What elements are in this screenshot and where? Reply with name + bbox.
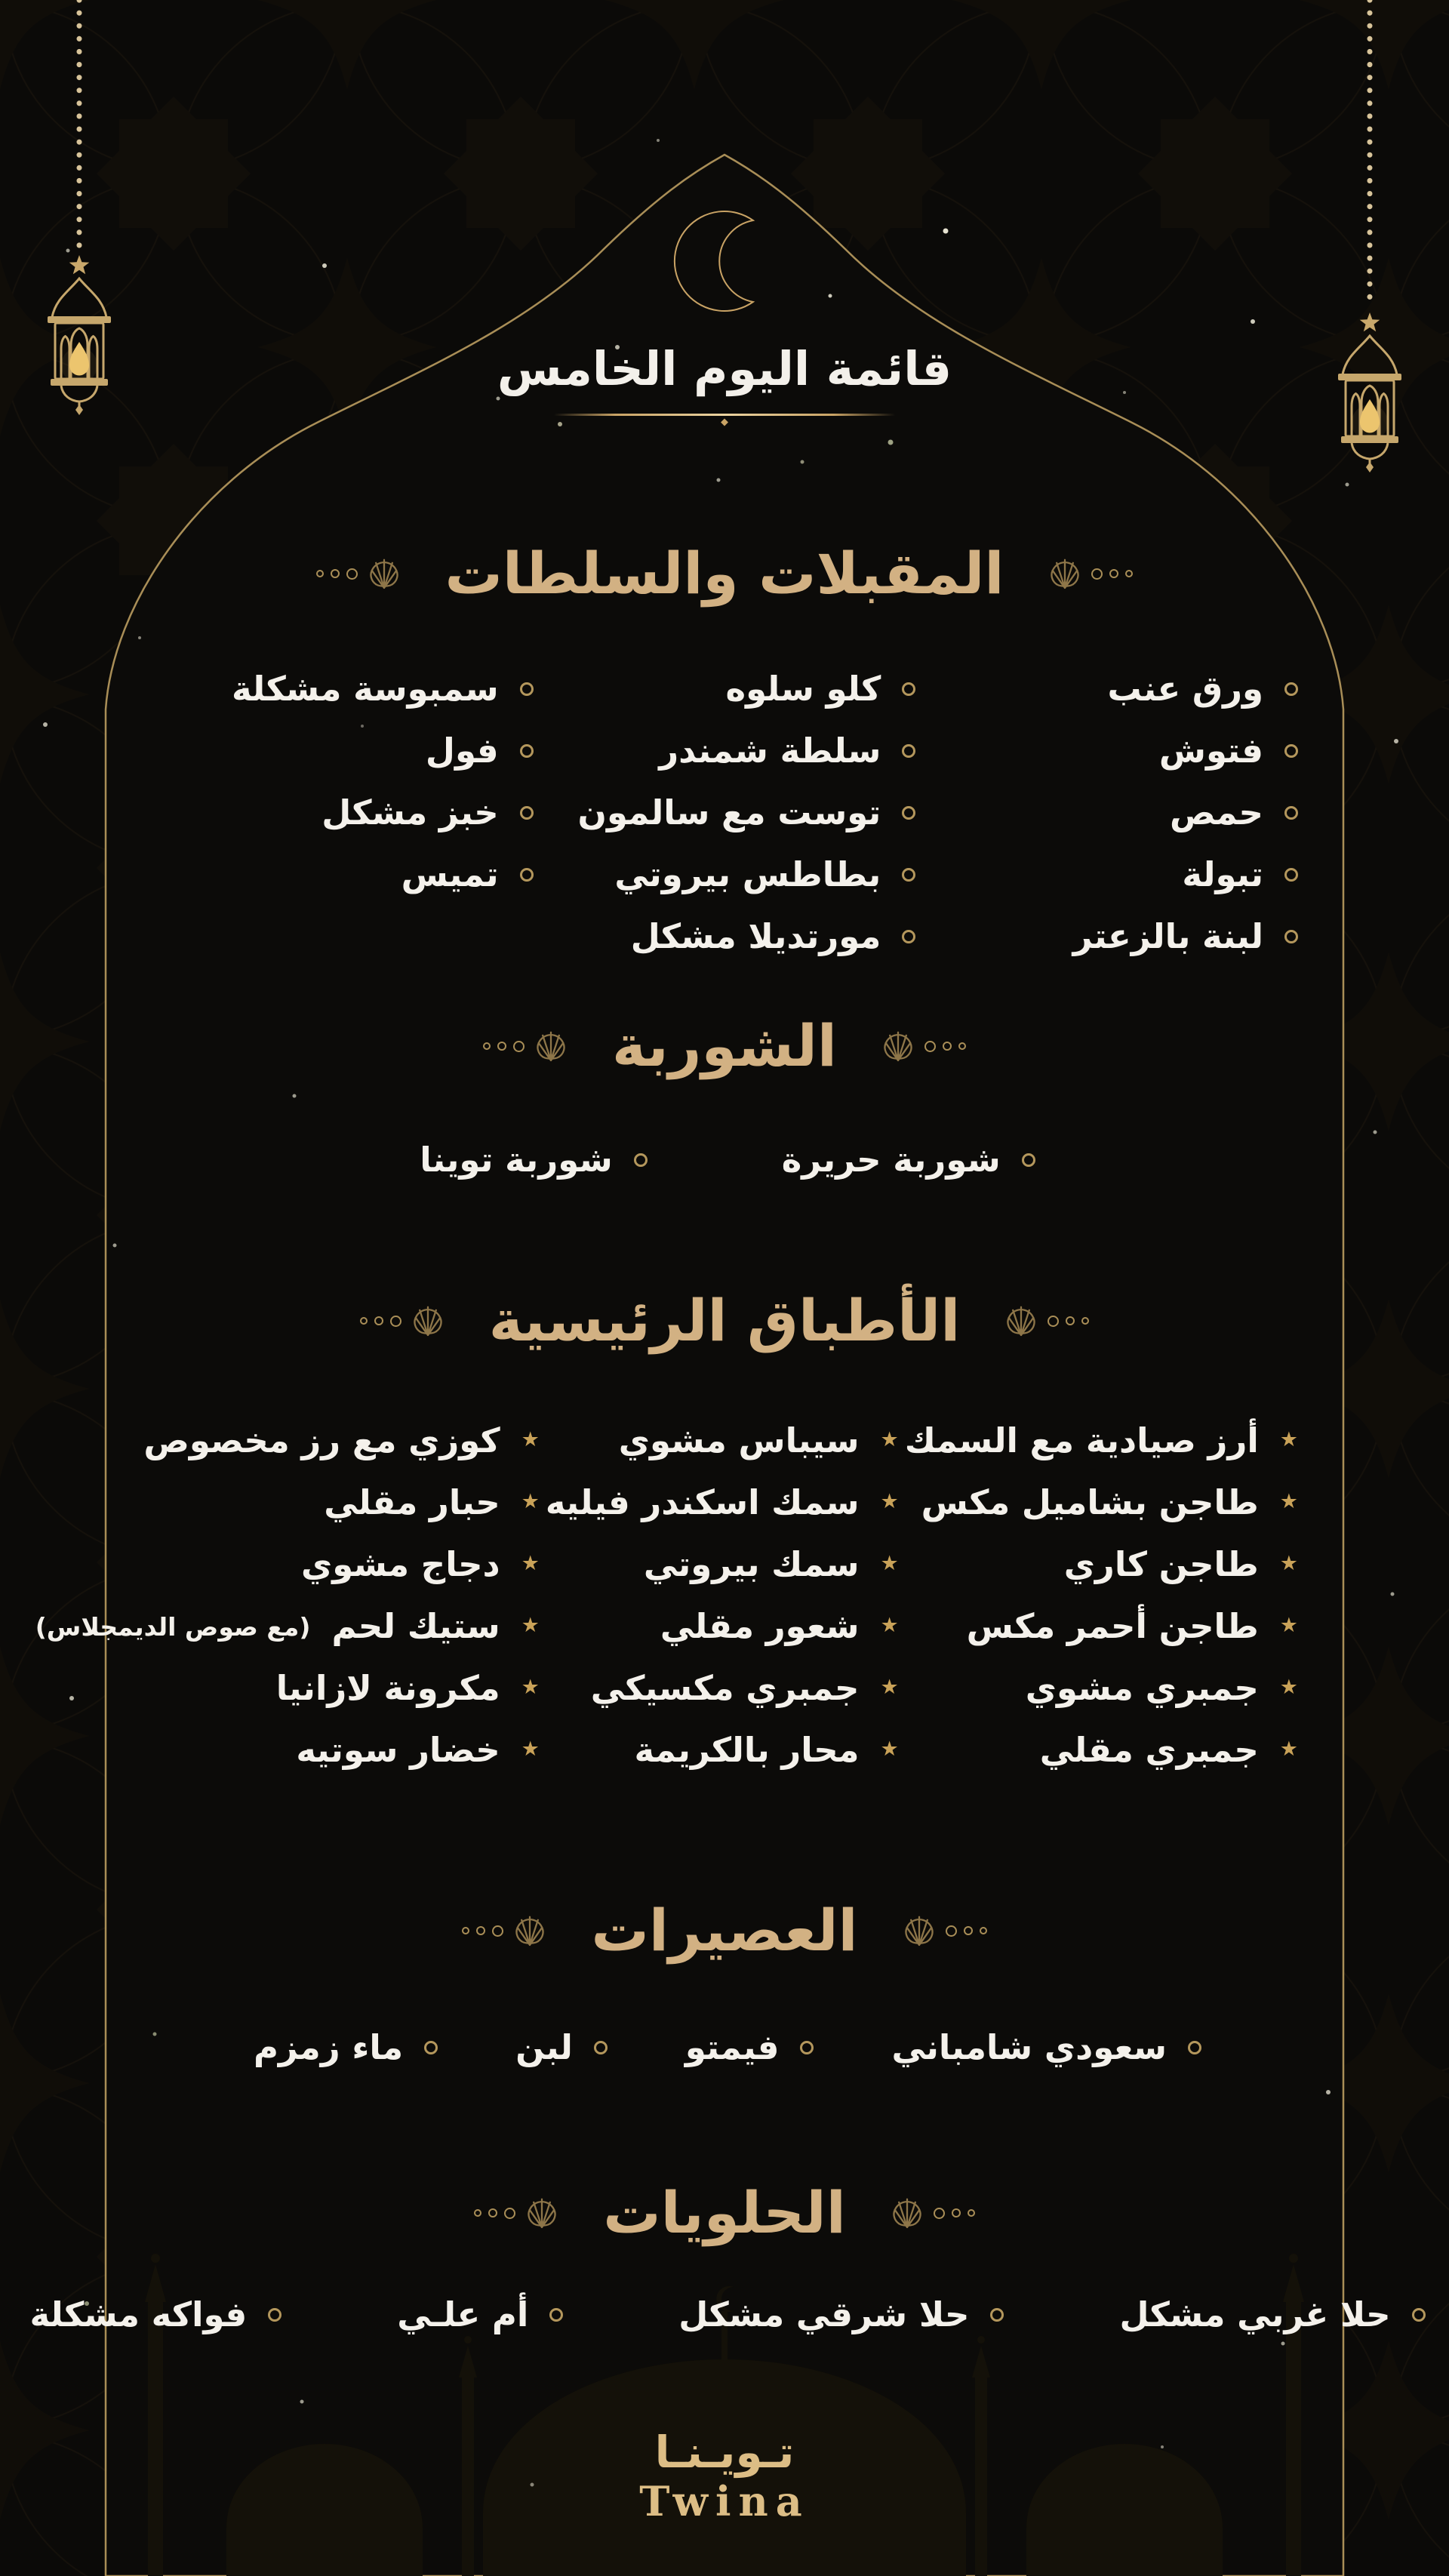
desserts-row <box>0 2284 1449 2346</box>
mains-col-1 <box>899 1410 1298 1781</box>
mains-col-2 <box>540 1410 899 1781</box>
appetizers-col-3 <box>151 658 534 968</box>
scallop-shell-icon <box>1004 1303 1038 1338</box>
bullet-circle-icon <box>1188 2041 1201 2054</box>
title-underline <box>554 414 895 416</box>
scallop-shell-icon <box>881 1029 915 1063</box>
menu-item: فيمتو <box>679 2029 814 2067</box>
scallop-shell-icon <box>411 1303 445 1338</box>
header-ornament-right <box>881 1029 966 1063</box>
menu-item: ★ سيباس مشوي <box>618 1420 899 1461</box>
section-title-desserts: الحلويات <box>603 2179 846 2246</box>
menu-item: كلو سلوه <box>534 658 916 720</box>
header-ornament-right <box>890 2196 975 2230</box>
bullet-circle-icon <box>634 1153 648 1167</box>
brand-name-english: Twina <box>639 2476 810 2525</box>
page-title: قائمة اليوم الخامس <box>497 341 952 396</box>
menu-item: شوربة توينا <box>414 1141 648 1179</box>
section-desserts-header <box>0 2168 1449 2258</box>
bullet-star-icon: ★ <box>880 1427 899 1451</box>
section-title-soups: الشوربة <box>612 1012 837 1079</box>
bullet-circle-icon <box>549 2308 563 2322</box>
menu-item: ★ مكرونة لازانيا <box>275 1668 540 1709</box>
menu-item: سلطة شمندر <box>534 720 916 782</box>
bullet-circle-icon <box>902 806 915 820</box>
bullet-circle-icon <box>800 2041 814 2054</box>
bullet-star-icon: ★ <box>1279 1489 1298 1513</box>
bullet-circle-icon <box>902 682 915 696</box>
scallop-shell-icon <box>1048 556 1082 591</box>
bullet-star-icon: ★ <box>880 1613 899 1637</box>
menu-item: تميس <box>151 844 534 906</box>
scallop-shell-icon <box>367 556 401 591</box>
bullet-star-icon: ★ <box>521 1675 540 1699</box>
menu-item: ★ جمبري مكسيكي <box>590 1668 899 1709</box>
bullet-circle-icon <box>424 2041 438 2054</box>
bullet-circle-icon <box>1284 682 1298 696</box>
header-ornament-right <box>902 1913 987 1948</box>
bullet-star-icon: ★ <box>521 1489 540 1513</box>
menu-item: ورق عنب <box>915 658 1298 720</box>
menu-item: ★ طاجن أحمر مكس <box>966 1606 1298 1647</box>
scallop-shell-icon <box>525 2196 559 2230</box>
brand-logo <box>0 2427 1449 2525</box>
bullet-circle-icon <box>520 744 534 758</box>
section-soups-header <box>0 1001 1449 1091</box>
page-title-block <box>0 341 1449 396</box>
menu-item: فواكه مشكلة <box>23 2296 281 2334</box>
bullet-star-icon: ★ <box>1279 1551 1298 1575</box>
bullet-star-icon: ★ <box>880 1551 899 1575</box>
header-ornament-left <box>483 1029 568 1063</box>
bullet-star-icon: ★ <box>1279 1675 1298 1699</box>
menu-item: ★ خضار سوتيه <box>296 1730 540 1771</box>
section-appetizers-header <box>0 528 1449 619</box>
menu-item: ★ حبار مقلي <box>324 1482 540 1523</box>
brand-name-arabic: تـويـنـا <box>654 2427 795 2478</box>
bullet-star-icon: ★ <box>521 1737 540 1761</box>
bullet-circle-icon <box>594 2041 608 2054</box>
header-ornament-left <box>474 2196 559 2230</box>
header-ornament-left <box>316 556 401 591</box>
header-ornament-left <box>462 1913 547 1948</box>
appetizers-col-2 <box>534 658 916 968</box>
menu-item: فول <box>151 720 534 782</box>
bullet-star-icon: ★ <box>521 1613 540 1637</box>
mains-col-3 <box>29 1410 540 1781</box>
bullet-circle-icon <box>902 930 915 943</box>
bullet-circle-icon <box>1284 806 1298 820</box>
bullet-star-icon: ★ <box>880 1675 899 1699</box>
menu-item: تبولة <box>915 844 1298 906</box>
header-ornament-right <box>1004 1303 1089 1338</box>
menu-item: ★ محار بالكريمة <box>634 1730 899 1771</box>
menu-item: بطاطس بيروتي <box>534 844 916 906</box>
bullet-star-icon: ★ <box>1279 1613 1298 1637</box>
menu-item: لبنة بالزعتر <box>915 906 1298 968</box>
bullet-star-icon: ★ <box>1279 1737 1298 1761</box>
appetizers-grid <box>106 658 1343 968</box>
bullet-star-icon: ★ <box>521 1551 540 1575</box>
header-ornament-right <box>1048 556 1133 591</box>
menu-item: ★ كوزي مع رز مخصوص <box>143 1420 540 1461</box>
menu-item: ماء زمزم <box>248 2029 438 2067</box>
scallop-shell-icon <box>534 1029 568 1063</box>
section-mains-header <box>0 1276 1449 1366</box>
bullet-circle-icon <box>1284 930 1298 943</box>
menu-item: توست مع سالمون <box>534 782 916 844</box>
bullet-circle-icon <box>520 806 534 820</box>
juices-row <box>0 2017 1449 2079</box>
menu-item: ★ أرز صيادية مع السمك <box>904 1420 1298 1461</box>
bullet-star-icon: ★ <box>880 1737 899 1761</box>
bullet-circle-icon <box>520 682 534 696</box>
menu-item: مورتديلا مشكل <box>534 906 916 968</box>
bullet-circle-icon <box>902 868 915 882</box>
bullet-circle-icon <box>1412 2308 1426 2322</box>
bullet-star-icon: ★ <box>880 1489 899 1513</box>
bullet-star-icon: ★ <box>521 1427 540 1451</box>
header-ornament-left <box>360 1303 445 1338</box>
bullet-star-icon: ★ <box>1279 1427 1298 1451</box>
menu-item: ★ جمبري مقلي <box>1039 1730 1298 1771</box>
menu-item: ★ دجاج مشوي <box>301 1544 540 1585</box>
bullet-circle-icon <box>902 744 915 758</box>
menu-item: خبز مشكل <box>151 782 534 844</box>
menu-item: حمص <box>915 782 1298 844</box>
menu-item: ★ طاجن كاري <box>1063 1544 1298 1585</box>
soups-row <box>0 1129 1449 1191</box>
bullet-circle-icon <box>1284 868 1298 882</box>
menu-item: ★ طاجن بشاميل مكس <box>921 1482 1298 1523</box>
menu-item: أم علـي <box>391 2296 563 2334</box>
steak-sauce-note: (مع صوص الديمجلاس) <box>35 1611 311 1642</box>
scallop-shell-icon <box>902 1913 937 1948</box>
menu-item: ★ جمبري مشوي <box>1025 1668 1298 1709</box>
mains-grid <box>35 1410 1343 1781</box>
menu-item: شوربة حريرة <box>776 1141 1035 1179</box>
section-title-juices: العصيرات <box>591 1897 858 1964</box>
bullet-circle-icon <box>990 2308 1004 2322</box>
bullet-circle-icon <box>268 2308 281 2322</box>
menu-item: سعودي شامباني <box>885 2029 1201 2067</box>
menu-item: حلا غربي مشكل <box>1113 2296 1425 2334</box>
bullet-circle-icon <box>1284 744 1298 758</box>
section-title-mains: الأطباق الرئيسية <box>488 1287 961 1354</box>
menu-item: سمبوسة مشكلة <box>151 658 534 720</box>
menu-item: ★ شعور مقلي <box>660 1606 899 1647</box>
menu-item: فتوش <box>915 720 1298 782</box>
bullet-circle-icon <box>1022 1153 1035 1167</box>
menu-item: ★ ستيك لحم (مع صوص الديمجلاس) <box>35 1606 540 1647</box>
section-title-appetizers: المقبلات والسلطات <box>445 540 1004 607</box>
menu-item: حلا شرقي مشكل <box>672 2296 1004 2334</box>
section-juices-header <box>0 1885 1449 1976</box>
bullet-circle-icon <box>520 868 534 882</box>
appetizers-col-1 <box>915 658 1298 968</box>
menu-item: ★ سمك اسكندر فيليه <box>545 1482 899 1523</box>
scallop-shell-icon <box>512 1913 547 1948</box>
menu-item: ★ سمك بيروتي <box>643 1544 899 1585</box>
scallop-shell-icon <box>890 2196 924 2230</box>
menu-item: لبن <box>509 2029 608 2067</box>
